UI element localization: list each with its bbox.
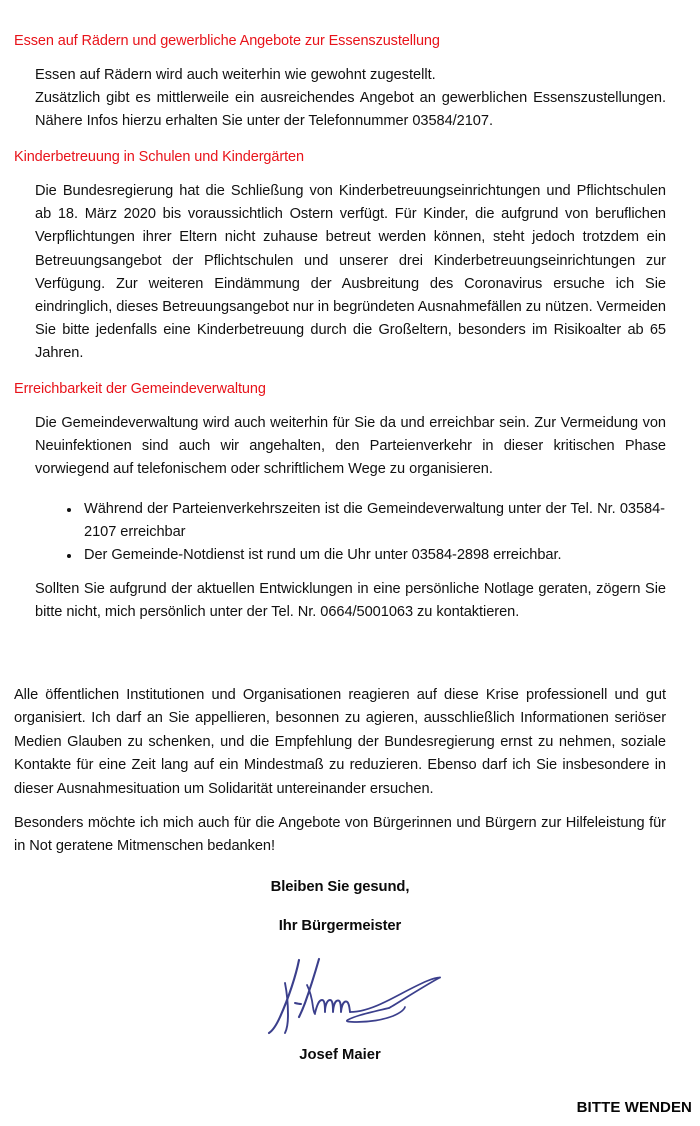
section-heading-essen-auf-raedern: Essen auf Rädern und gewerbliche Angebote zur Essenszustellung: [14, 33, 440, 49]
list-item: [67, 544, 665, 567]
section-2-paragraph: Die Bundesregierung hat die Schließung von Kinderbetreuungseinrichtungen und Pflichtschulen ab 18. März 2020 bis voraussichtlich Ostern verfügt. Für Kinder, die aufgrund von beruflichen Verpflichtungen ihrer Eltern nicht zuhause betreut werden können, steht jedoch trotzdem ein Betreuungsangebot der Pflichtschulen und unserer drei Kinderbetreuungseinrichtungen zur Verfügung. Zur weiteren Eindämmung der Ausbreitung des Coronavirus ersuche ich Sie eindringlich, dieses Betreuungsangebot nur in begründeten Ausnahmefällen zu nützen. Vermeiden Sie bitte jedenfalls eine Kinderbetreuung durch die Großeltern, besonders im Risikoalter ab 65 Jahren.: [35, 183, 666, 362]
closing-paragraph-1: Alle öffentlichen Institutionen und Organisationen reagieren auf diese Krise professionell und gut organisiert. Ich darf an Sie appellieren, besonnen zu agieren, ausschließlich Informationen seriöser Medien Glauben zu schenken, und die Empfehlung der Bundesregierung ernst zu nehmen, soziale Kontakte für eine Zeit lang auf ein Mindestmaß zu reduzieren. Ebenso darf ich Sie insbesondere in dieser Ausnahmesituation um Solidarität untereinander ersuchen.: [14, 687, 666, 797]
section-3-paragraph-after-bullets: Sollten Sie aufgrund der aktuellen Entwicklungen in eine persönliche Notlage geraten, zögern Sie bitte nicht, mich persönlich unter der Tel. Nr. 0664/5001063 zu kontaktieren.: [35, 581, 666, 621]
bullet-dot-icon: [67, 508, 71, 512]
section-1-line-1: Essen auf Rädern wird auch weiterhin wie gewohnt zugestellt.: [35, 67, 436, 83]
list-item-text: Während der Parteienverkehrszeiten ist die Gemeindeverwaltung unter der Tel. Nr. 03584-2107 erreichbar: [84, 501, 665, 541]
closing-paragraph-2: Besonders möchte ich mich auch für die Angebote von Bürgerinnen und Bürgern zur Hilfeleistung für in Not geratene Mitmenschen bedanken!: [14, 815, 666, 855]
section-1-paragraph: Zusätzlich gibt es mittlerweile ein ausreichendes Angebot an gewerblichen Essenszustellungen. Nähere Infos hierzu erhalten Sie unter der Telefonnummer 03584/2107.: [35, 90, 666, 130]
section-3-paragraph: Die Gemeindeverwaltung wird auch weiterhin für Sie da und erreichbar sein. Zur Vermeidung von Neuinfektionen sind auch wir angehalten, den Parteienverkehr in dieser kritischen Phase vorwiegend auf telefonischem oder schriftlichem Wege zu organisieren.: [35, 415, 666, 478]
section-heading-erreichbarkeit: Erreichbarkeit der Gemeindeverwaltung: [14, 381, 266, 397]
erreichbarkeit-bullet-list: [67, 498, 665, 568]
bitte-wenden-note: BITTE WENDEN: [576, 1099, 692, 1116]
closing-salutation: Bleiben Sie gesund,: [270, 879, 410, 895]
closing-role: Ihr Bürgermeister: [278, 918, 402, 934]
list-item-text: Der Gemeinde-Notdienst ist rund um die Uhr unter 03584-2898 erreichbar.: [84, 547, 562, 564]
list-item: [67, 498, 665, 544]
section-heading-kinderbetreuung: Kinderbetreuung in Schulen und Kindergärten: [14, 149, 304, 165]
handwritten-signature-icon: [255, 955, 455, 1040]
bullet-dot-icon: [67, 554, 71, 558]
signature-name: Josef Maier: [299, 1047, 381, 1063]
